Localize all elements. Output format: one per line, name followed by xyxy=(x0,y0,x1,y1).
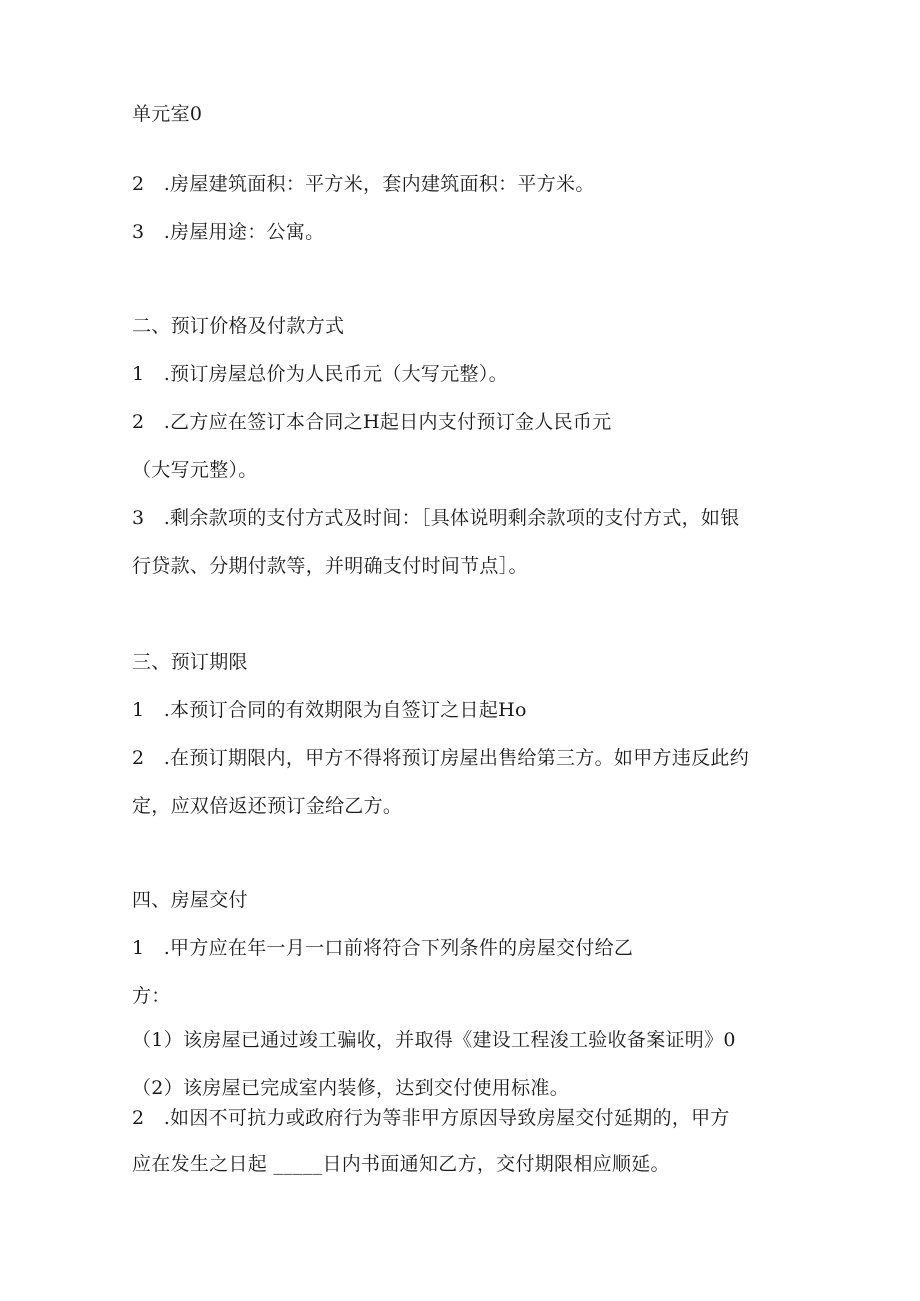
section-title-reservation-period: 三、预订期限 xyxy=(132,651,248,673)
text-line-condition-2: （2）该房屋已完成室内装修，达到交付使用标准。 xyxy=(132,1077,569,1099)
text-line-building-area: 2 .房屋建筑面积：平方米，套内建筑面积：平方米。 xyxy=(132,173,595,195)
text-line-no-sale-cont: 定，应双倍返还预订金给乙方。 xyxy=(132,795,403,817)
section-title-price-payment: 二、预订价格及付款方式 xyxy=(132,315,345,337)
text-line-house-use: 3 .房屋用途：公寓。 xyxy=(132,221,325,243)
text-line-force-majeure-cont: 应在发生之日起 _____日内书面通知乙方，交付期限相应顺延。 xyxy=(132,1153,670,1175)
text-line-total-price: 1 .预订房屋总价为人民币元（大写元整）。 xyxy=(132,363,508,385)
text-line-deposit: 2 .乙方应在签订本合同之H起日内支付预订金人民币元 xyxy=(132,411,612,433)
text-line-unit-room: 单元室0 xyxy=(132,103,203,125)
text-line-delivery-date: 1 .甲方应在年一月一口前将符合下列条件的房屋交付给乙 xyxy=(132,937,634,959)
text-line-condition-1: （1）该房屋已通过竣工骗收，并取得《建设工程浚工验收备案证明》0 xyxy=(132,1029,736,1051)
text-line-delivery-date-cont: 方： xyxy=(132,985,171,1007)
text-line-remaining-payment: 3 .剩余款项的支付方式及时间：［具体说明剩余款项的支付方式，如银 xyxy=(132,507,740,529)
text-line-no-sale: 2 .在预订期限内，甲方不得将预订房屋出售给第三方。如甲方违反此约 xyxy=(132,747,750,769)
text-line-validity: 1 .本预订合同的有效期限为自签订之日起Ho xyxy=(132,699,527,721)
text-line-force-majeure: 2 .如因不可抗力或政府行为等非甲方原因导致房屋交付延期的，甲方 xyxy=(132,1107,730,1129)
section-title-delivery: 四、房屋交付 xyxy=(132,889,248,911)
text-line-remaining-payment-cont: 行贷款、分期付款等，并明确支付时间节点］。 xyxy=(132,555,528,577)
text-line-deposit-uppercase: （大写元整）。 xyxy=(132,459,258,481)
